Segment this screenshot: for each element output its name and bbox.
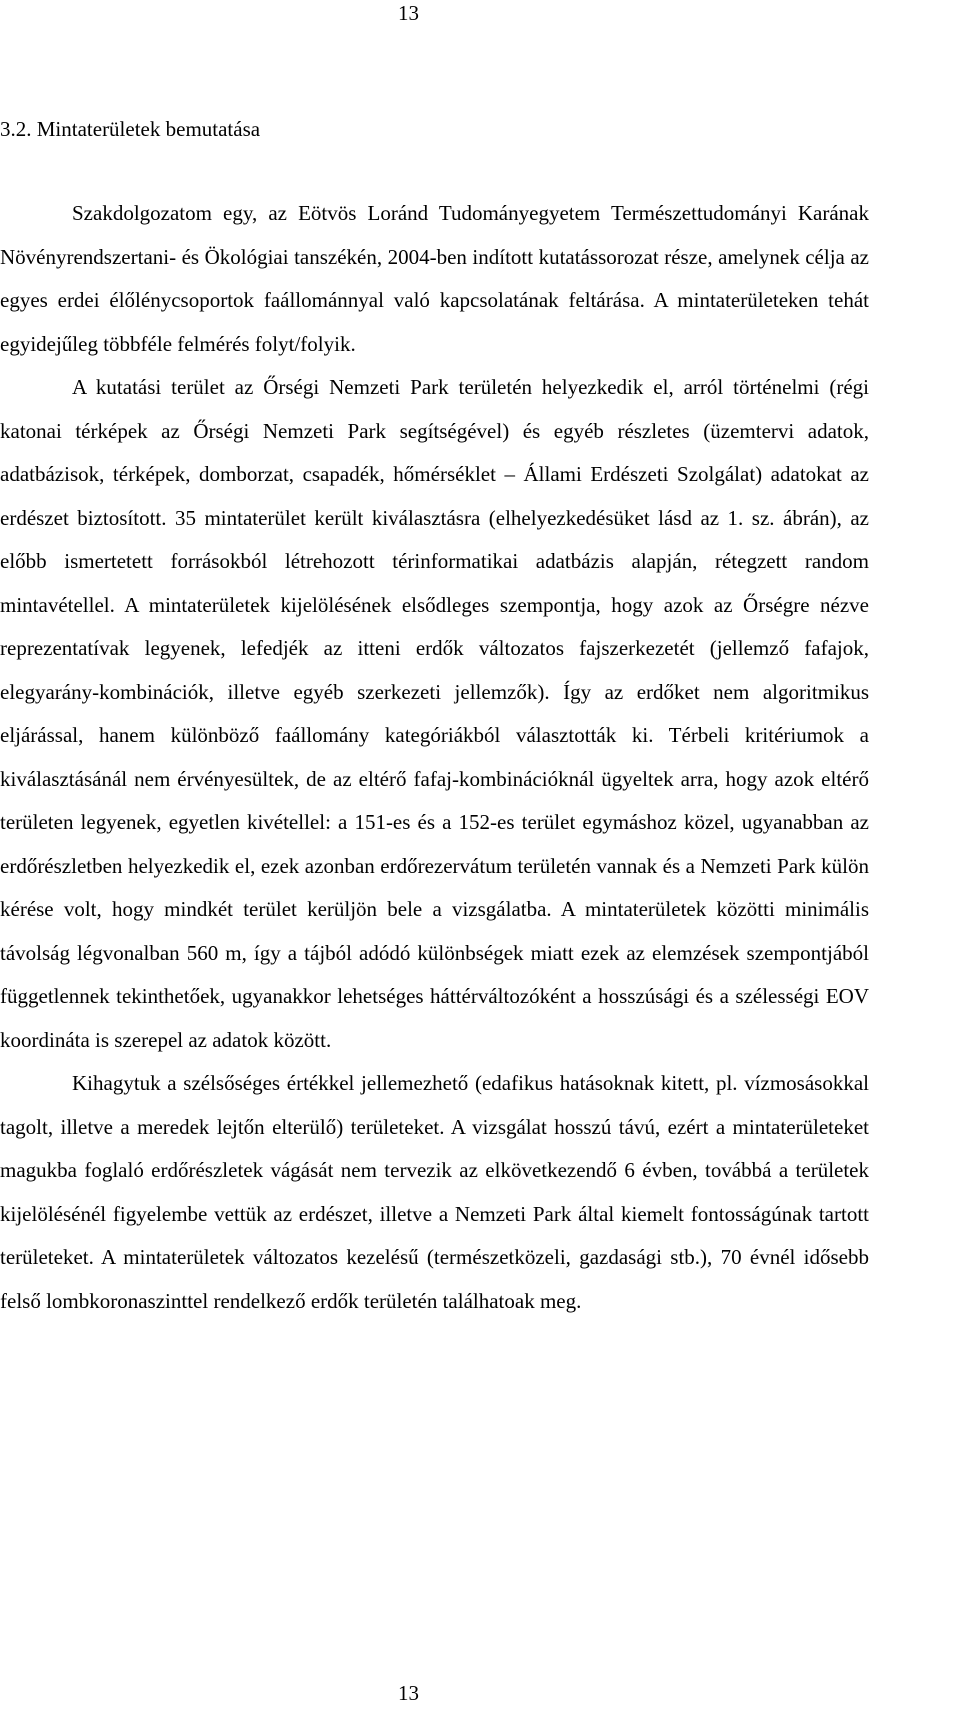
- paragraph-intro: Szakdolgozatom egy, az Eötvös Loránd Tudományegyetem Természettudományi Karának Növényrendszertani- és Ökológiai tanszékén, 2004-ben indított kutatássorozat része, amelynek célja az egyes erdei élőlénycsoportok faállománnyal való kapcsolatának feltárása. A mintaterületeken tehát egyidejűleg többféle felmérés folyt/folyik.: [0, 201, 869, 356]
- paragraph-study-area: A kutatási terület az Őrségi Nemzeti Park területén helyezkedik el, arról történelmi (régi katonai térképek az Őrségi Nemzeti Park segítségével) és egyéb részletes (üzemtervi adatok, adatbázisok, térképek, domborzat, csapadék, hőmérséklet – Állami Erdészeti Szolgálat) adatokat az erdészet biztosított. 35 mintaterület került kiválasztásra (elhelyezkedésüket lásd az 1. sz. ábrán), az előbb ismertetett forrásokból létrehozott térinformatikai adatbázis alapján, rétegzett random mintavétellel. A mintaterületek kijelölésének elsődleges szempontja, hogy azok az Őrségre nézve reprezentatívak legyenek, lefedjék az itteni erdők változatos fajszerkezetét (jellemző fafajok, elegyarány-kombinációk, illetve egyéb szerkezeti jellemzők). Így az erdőket nem algoritmikus eljárással, hanem különböző faállomány kategóriákból választották ki. Térbeli kritériumok a kiválasztásánál nem érvényesültek, de az eltérő fafaj-kombinációknál ügyeltek arra, hogy azok eltérő területen legyenek, egyetlen kivétellel: a 151-es és a 152-es terület egymáshoz közel, ugyanabban az erdőrészletben helyezkedik el, ezek azonban erdőrezervátum területén vannak és a Nemzeti Park külön kérése volt, hogy mindkét terület kerüljön bele a vizsgálatba. A mintaterületek közötti minimális távolság légvonalban 560 m, így a tájból adódó különbségek miatt ezek az elemzések szempontjából függetlennek tekinthetőek, ugyanakkor lehetséges háttérváltozóként a hosszúsági és a szélességi EOV koordináta is szerepel az adatok között.: [0, 375, 869, 1052]
- paragraph-exclusions: Kihagytuk a szélsőséges értékkel jellemezhető (edafikus hatásoknak kitett, pl. vízmosásokkal tagolt, illetve a meredek lejtőn elterülő) területeket. A vizsgálat hosszú távú, ezért a mintaterületeket magukba foglaló erdőrészletek vágását nem tervezik az elkövetkezendő 6 évben, továbbá a területek kijelölésénél figyelembe vettük az erdészet, illetve a Nemzeti Park által kiemelt fontosságúnak tartott területeket. A mintaterületek változatos kezelésű (természetközeli, gazdasági stb.), 70 évnél idősebb felső lombkoronaszinttel rendelkező erdők területén találhatoak meg.: [0, 1071, 869, 1313]
- page-number-bottom: 13: [398, 1681, 419, 1705]
- page-number-top: 13: [398, 1, 419, 25]
- section-heading: 3.2. Mintaterületek bemutatása: [0, 117, 261, 141]
- body-text: [0, 192, 869, 1323]
